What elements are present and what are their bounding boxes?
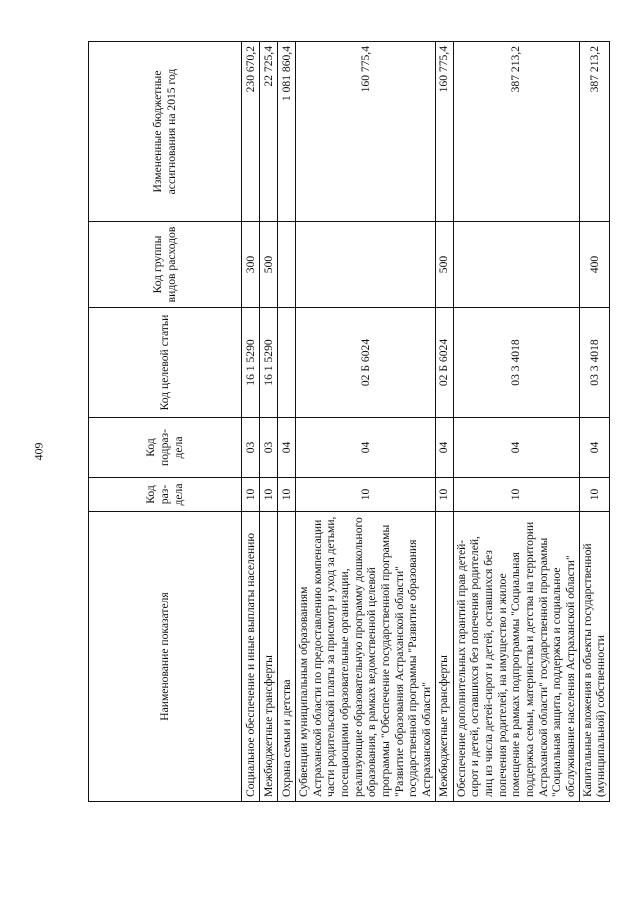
row-statya: 02 Б 6024 — [435, 308, 453, 418]
row-razdel: 10 — [435, 478, 453, 512]
row-podrazdel: 03 — [242, 418, 260, 478]
row-razdel: 10 — [579, 478, 609, 512]
row-statya: 03 3 4018 — [453, 308, 579, 418]
row-name: Обеспечение дополнительных гарантий прав детей-сирот и детей, оставшихся без попечения родителей, лиц из числа детей-сирот и детей, оставшихся без попечения родителей, на имущество и жилое помещение в рамках подпрограммы "Социальная поддержка семьи, материнства и детства на территории Астраханской области" государственной программы "Социальная защита, поддержка и социальное обслуживание населения Астраханской области" — [453, 512, 579, 802]
row-statya: 16 1 5290 — [260, 308, 278, 418]
row-podrazdel: 03 — [260, 418, 278, 478]
budget-table — [88, 41, 610, 802]
row-razdel: 10 — [453, 478, 579, 512]
row-amount: 160 775,4 — [296, 42, 436, 222]
header-amount: Измененные бюджетные ассигнования на 2015 год — [89, 42, 242, 222]
row-podrazdel: 04 — [435, 418, 453, 478]
row-amount: 22 725,4 — [260, 42, 278, 222]
row-name: Капитальные вложения в объекты государственной (муниципальной) собственности — [579, 512, 609, 802]
header-razdel: Код раз-дела — [89, 478, 242, 512]
row-name: Социальное обеспечение и иные выплаты населению — [242, 512, 260, 802]
table-row — [260, 42, 278, 802]
header-statya: Код целевой статьи — [89, 308, 242, 418]
page-number: 409 — [31, 442, 46, 461]
row-name: Субвенции муниципальным образованиям Астраханской области по предоставлению компенсации части родительской платы за присмотр и уход за детьми, посещающими образовательные организации, реализующие образовательную программу дошкольного образования, в рамках ведомственной целевой программы "Обеспечение государственной программы "Развитие образования Астраханской области" государственной программы "Развитие образования Астраханской области" — [296, 512, 436, 802]
table-row — [296, 42, 436, 802]
row-amount: 1 081 860,4 — [278, 42, 296, 222]
row-name: Межбюджетные трансферты — [435, 512, 453, 802]
header-vid: Код группы видов расходов — [89, 222, 242, 308]
row-amount: 160 775,4 — [435, 42, 453, 222]
row-amount: 387 213,2 — [453, 42, 579, 222]
table-row — [435, 42, 453, 802]
row-podrazdel: 04 — [278, 418, 296, 478]
row-statya: 03 3 4018 — [579, 308, 609, 418]
row-amount: 387 213,2 — [579, 42, 609, 222]
table-row — [242, 42, 260, 802]
row-vid: 400 — [579, 222, 609, 308]
table-row — [278, 42, 296, 802]
row-podrazdel: 04 — [453, 418, 579, 478]
row-statya — [278, 308, 296, 418]
row-statya: 02 Б 6024 — [296, 308, 436, 418]
row-vid: 500 — [435, 222, 453, 308]
row-amount: 230 670,2 — [242, 42, 260, 222]
row-name: Охрана семьи и детства — [278, 512, 296, 802]
row-razdel: 10 — [260, 478, 278, 512]
row-podrazdel: 04 — [579, 418, 609, 478]
row-vid — [296, 222, 436, 308]
row-vid — [453, 222, 579, 308]
row-name: Межбюджетные трансферты — [260, 512, 278, 802]
row-vid — [278, 222, 296, 308]
row-razdel: 10 — [296, 478, 436, 512]
row-razdel: 10 — [242, 478, 260, 512]
header-podrazdel: Код подраз-дела — [89, 418, 242, 478]
row-statya: 16 1 5290 — [242, 308, 260, 418]
rotated-table-frame — [88, 42, 608, 802]
row-vid: 300 — [242, 222, 260, 308]
row-podrazdel: 04 — [296, 418, 436, 478]
row-razdel: 10 — [278, 478, 296, 512]
table-row — [579, 42, 609, 802]
row-vid: 500 — [260, 222, 278, 308]
table-header-row — [89, 42, 242, 802]
header-name: Наименование показателя — [89, 512, 242, 802]
table-row — [453, 42, 579, 802]
budget-sheet — [88, 42, 608, 802]
